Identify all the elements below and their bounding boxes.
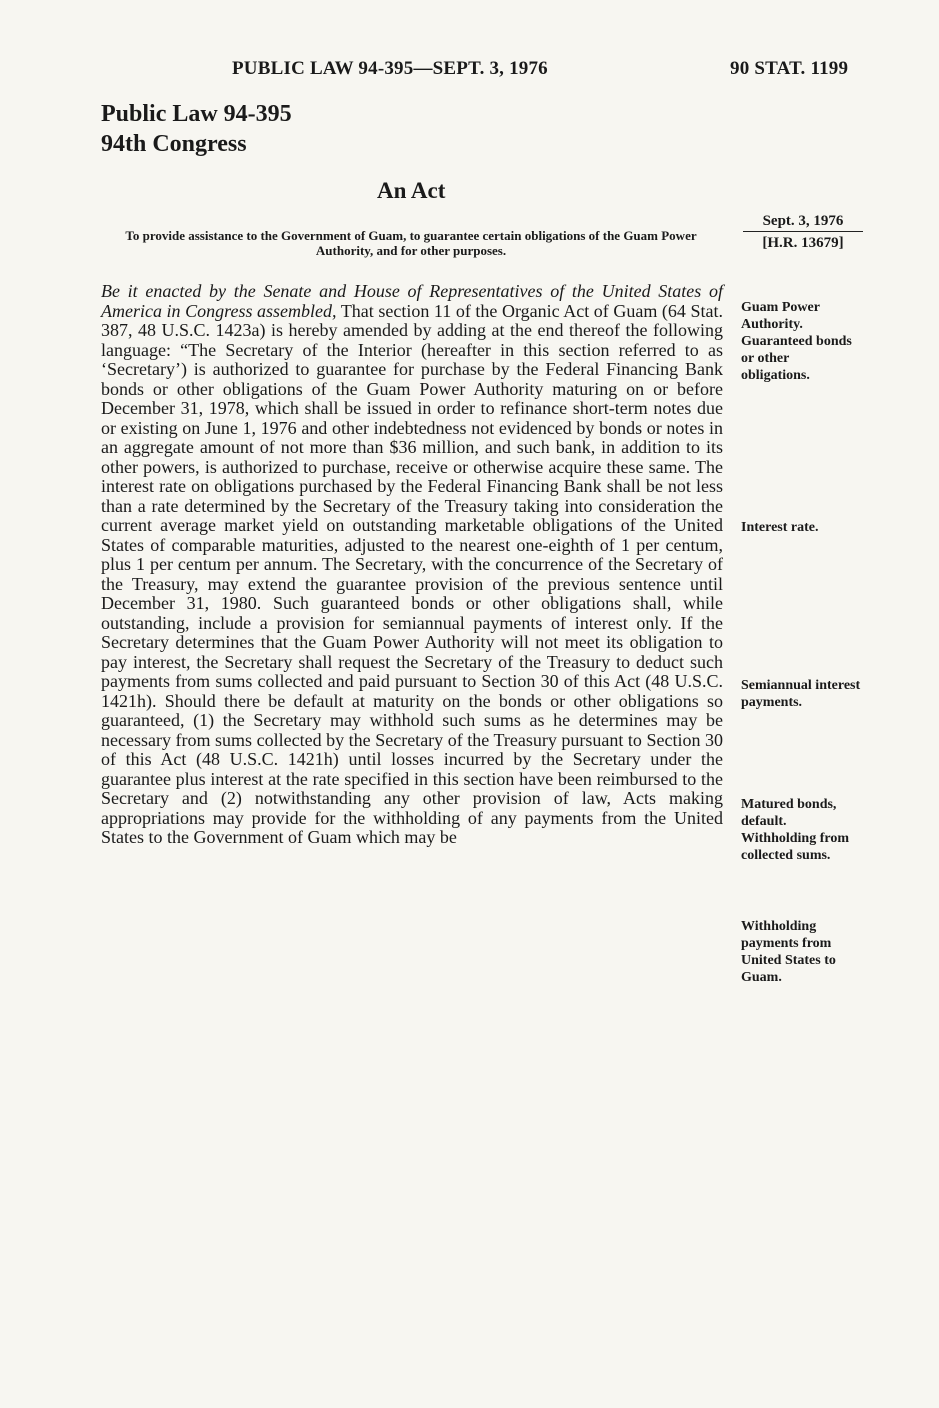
act-purpose: To provide assistance to the Government of Guam, to guarantee certain obligations of the Guam Power Authority, and for other purposes. — [125, 228, 697, 258]
margin-date: Sept. 3, 1976 — [743, 213, 863, 232]
congress-label: 94th Congress — [101, 131, 247, 157]
margin-note: Semiannual interest payments. — [741, 678, 861, 710]
margin-bill-number: [H.R. 13679] — [762, 235, 844, 251]
margin-note: Interest rate. — [741, 520, 819, 535]
act-title: An Act — [377, 178, 446, 203]
enacting-clause: Be it enacted by the Senate and House of Representatives of the United States of America in Congress assembled, — [101, 281, 723, 321]
body-text: That section 11 of the Organic Act of Guam (64 Stat. 387, 48 U.S.C. 1423a) is hereby amended by adding at the end thereof the following language: “The Secretary of the Interior (hereafter in this section referred to as ‘Secretary’) is authorized to guarantee for purchase by the Federal Financing Bank bonds or other obligations of the Guam Power Authority maturing on or before December 31, 1978, which shall be issued in order to refinance short-term notes due or existing on June 1, 1976 and other indebtedness not evidenced by bonds or notes in an aggregate amount of not more than $36 million, and such bank, in addition to its other powers, is authorized to purchase, receive or otherwise acquire these same. The interest rate on obligations purchased by the Federal Financing Bank shall be not less than a rate determined by the Secretary of the Treasury taking into consideration the current average market yield on outstanding marketable obligations of the United States of comparable maturities, adjusted to the nearest one-eighth of 1 per centum, plus 1 per centum per annum. The Secretary, with the concurrence of the Secretary of the Treasury, may extend the guarantee provision of the previous sentence until December 31, 1980. Such guaranteed bonds or other obligations shall, while outstanding, include a provision for semiannual payments of interest only. If the Secretary determines that the Guam Power Authority will not meet its obligation to pay interest, the Secretary shall request the Secretary of the Treasury to deduct such payments from sums collected and paid pursuant to Section 30 of this Act (48 U.S.C. 1421h). Should there be default at maturity on the bonds or other obligations so guaranteed, (1) the Secretary may withhold such sums as he determines may be necessary from sums collected by the Secretary of the Treasury pursuant to Section 30 of this Act (48 U.S.C. 1421h) until losses incurred by the Secretary under the guarantee plus interest at the rate specified in this section have been reimbursed to the Secretary and (2) notwithstanding any other provision of law, Acts making appropriations may provide for the withholding of any payments from the United States to the Government of Guam which may be — [101, 300, 723, 847]
margin-note: Matured bonds, default. Withholding from collected sums. — [741, 797, 850, 863]
margin-note: Guam Power Authority. Guaranteed bonds or other obligations. — [741, 300, 852, 383]
public-law-number: Public Law 94-395 — [101, 101, 292, 127]
margin-note: Withholding payments from United States to Guam. — [741, 919, 836, 985]
stat-reference: 90 STAT. 1199 — [730, 58, 849, 79]
running-head-title: PUBLIC LAW 94-395—SEPT. 3, 1976 — [232, 58, 548, 79]
act-body — [101, 282, 723, 848]
